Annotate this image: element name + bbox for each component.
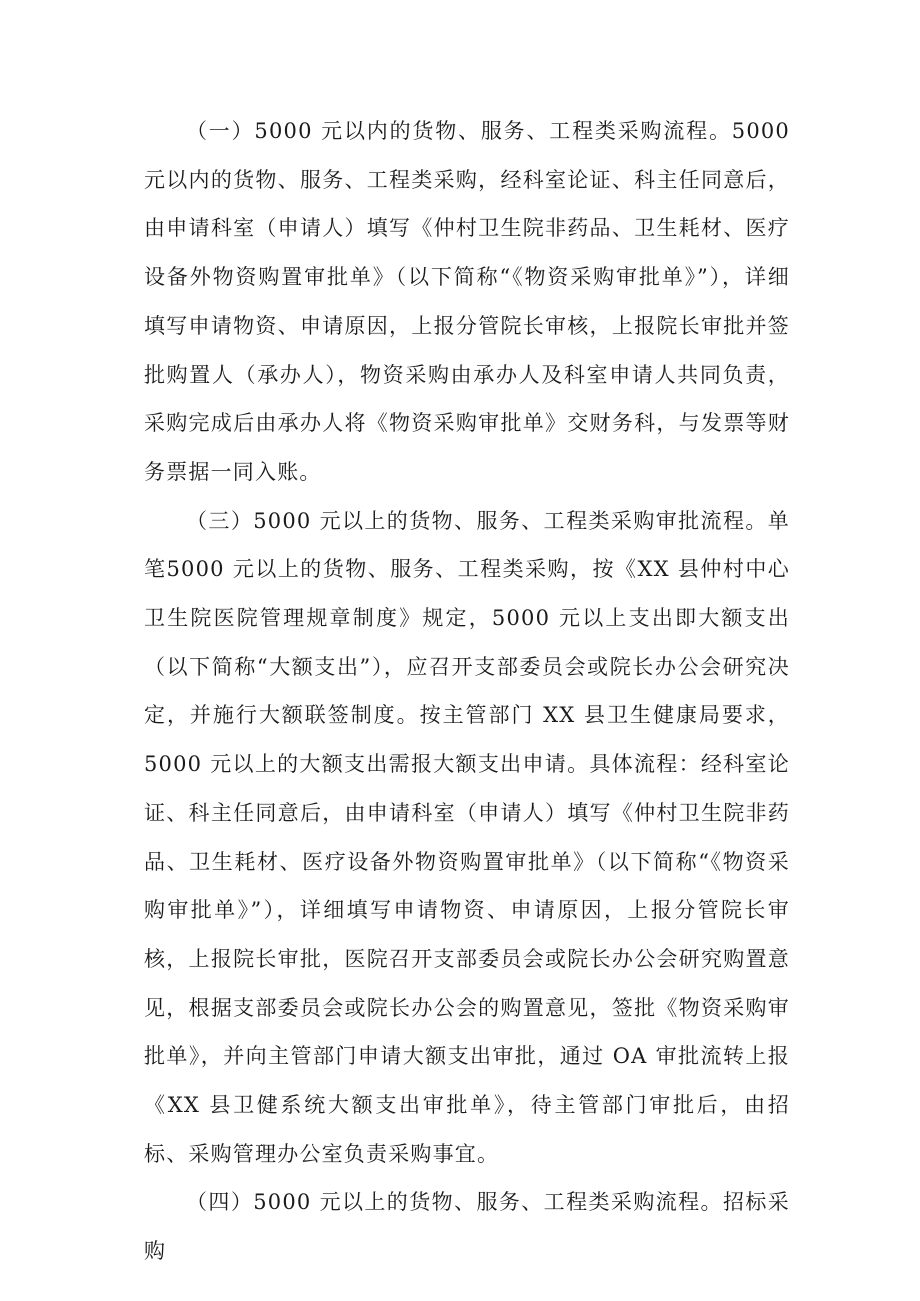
paragraph-large-purchase-approval: （三）5000 元以上的货物、服务、工程类采购审批流程。单笔5000 元以上的货物、服务、工程类采购，按《XX 县仲村中心卫生院医院管理规章制度》规定，5000 元以上支出即大额支出（以下简称“大额支出”），应召开支部委员会或院长办公会研究决定，并施行大额联签制度。按主管部门 XX 县卫生健康局要求，5000 元以上的大额支出需报大额支出申请。具体流程：经科室论证、科主任同意后，由申请科室（申请人）填写《仲村卫生院非药品、卫生耗材、医疗设备外物资购置审批单》（以下简称“《物资采购审批单》”），详细填写申请物资、申请原因，上报分管院长审核，上报院长审批，医院召开支部委员会或院长办公会研究购置意见，根据支部委员会或院长办公会的购置意见，签批《物资采购审批单》，并向主管部门申请大额支出审批，通过 OA 审批流转上报《XX 县卫健系统大额支出审批单》，待主管部门审批后，由招标、采购管理办公室负责采购事宜。 (144, 508, 790, 1166)
paragraph-small-purchase-procedure: （一）5000 元以内的货物、服务、工程类采购流程。5000 元以内的货物、服务、工程类采购，经科室论证、科主任同意后，由申请科室（申请人）填写《仲村卫生院非药品、卫生耗材、医疗设备外物资购置审批单》（以下简称“《物资采购审批单》”），详细填写申请物资、申请原因，上报分管院长审核，上报院长审批并签批购置人（承办人），物资采购由承办人及科室申请人共同负责，采购完成后由承办人将《物资采购审批单》交财务科，与发票等财务票据一同入账。 (144, 119, 790, 484)
paragraph-large-purchase-procedure: （四）5000 元以上的货物、服务、工程类采购流程。招标采购 (144, 1190, 790, 1264)
document-body (144, 107, 790, 1276)
